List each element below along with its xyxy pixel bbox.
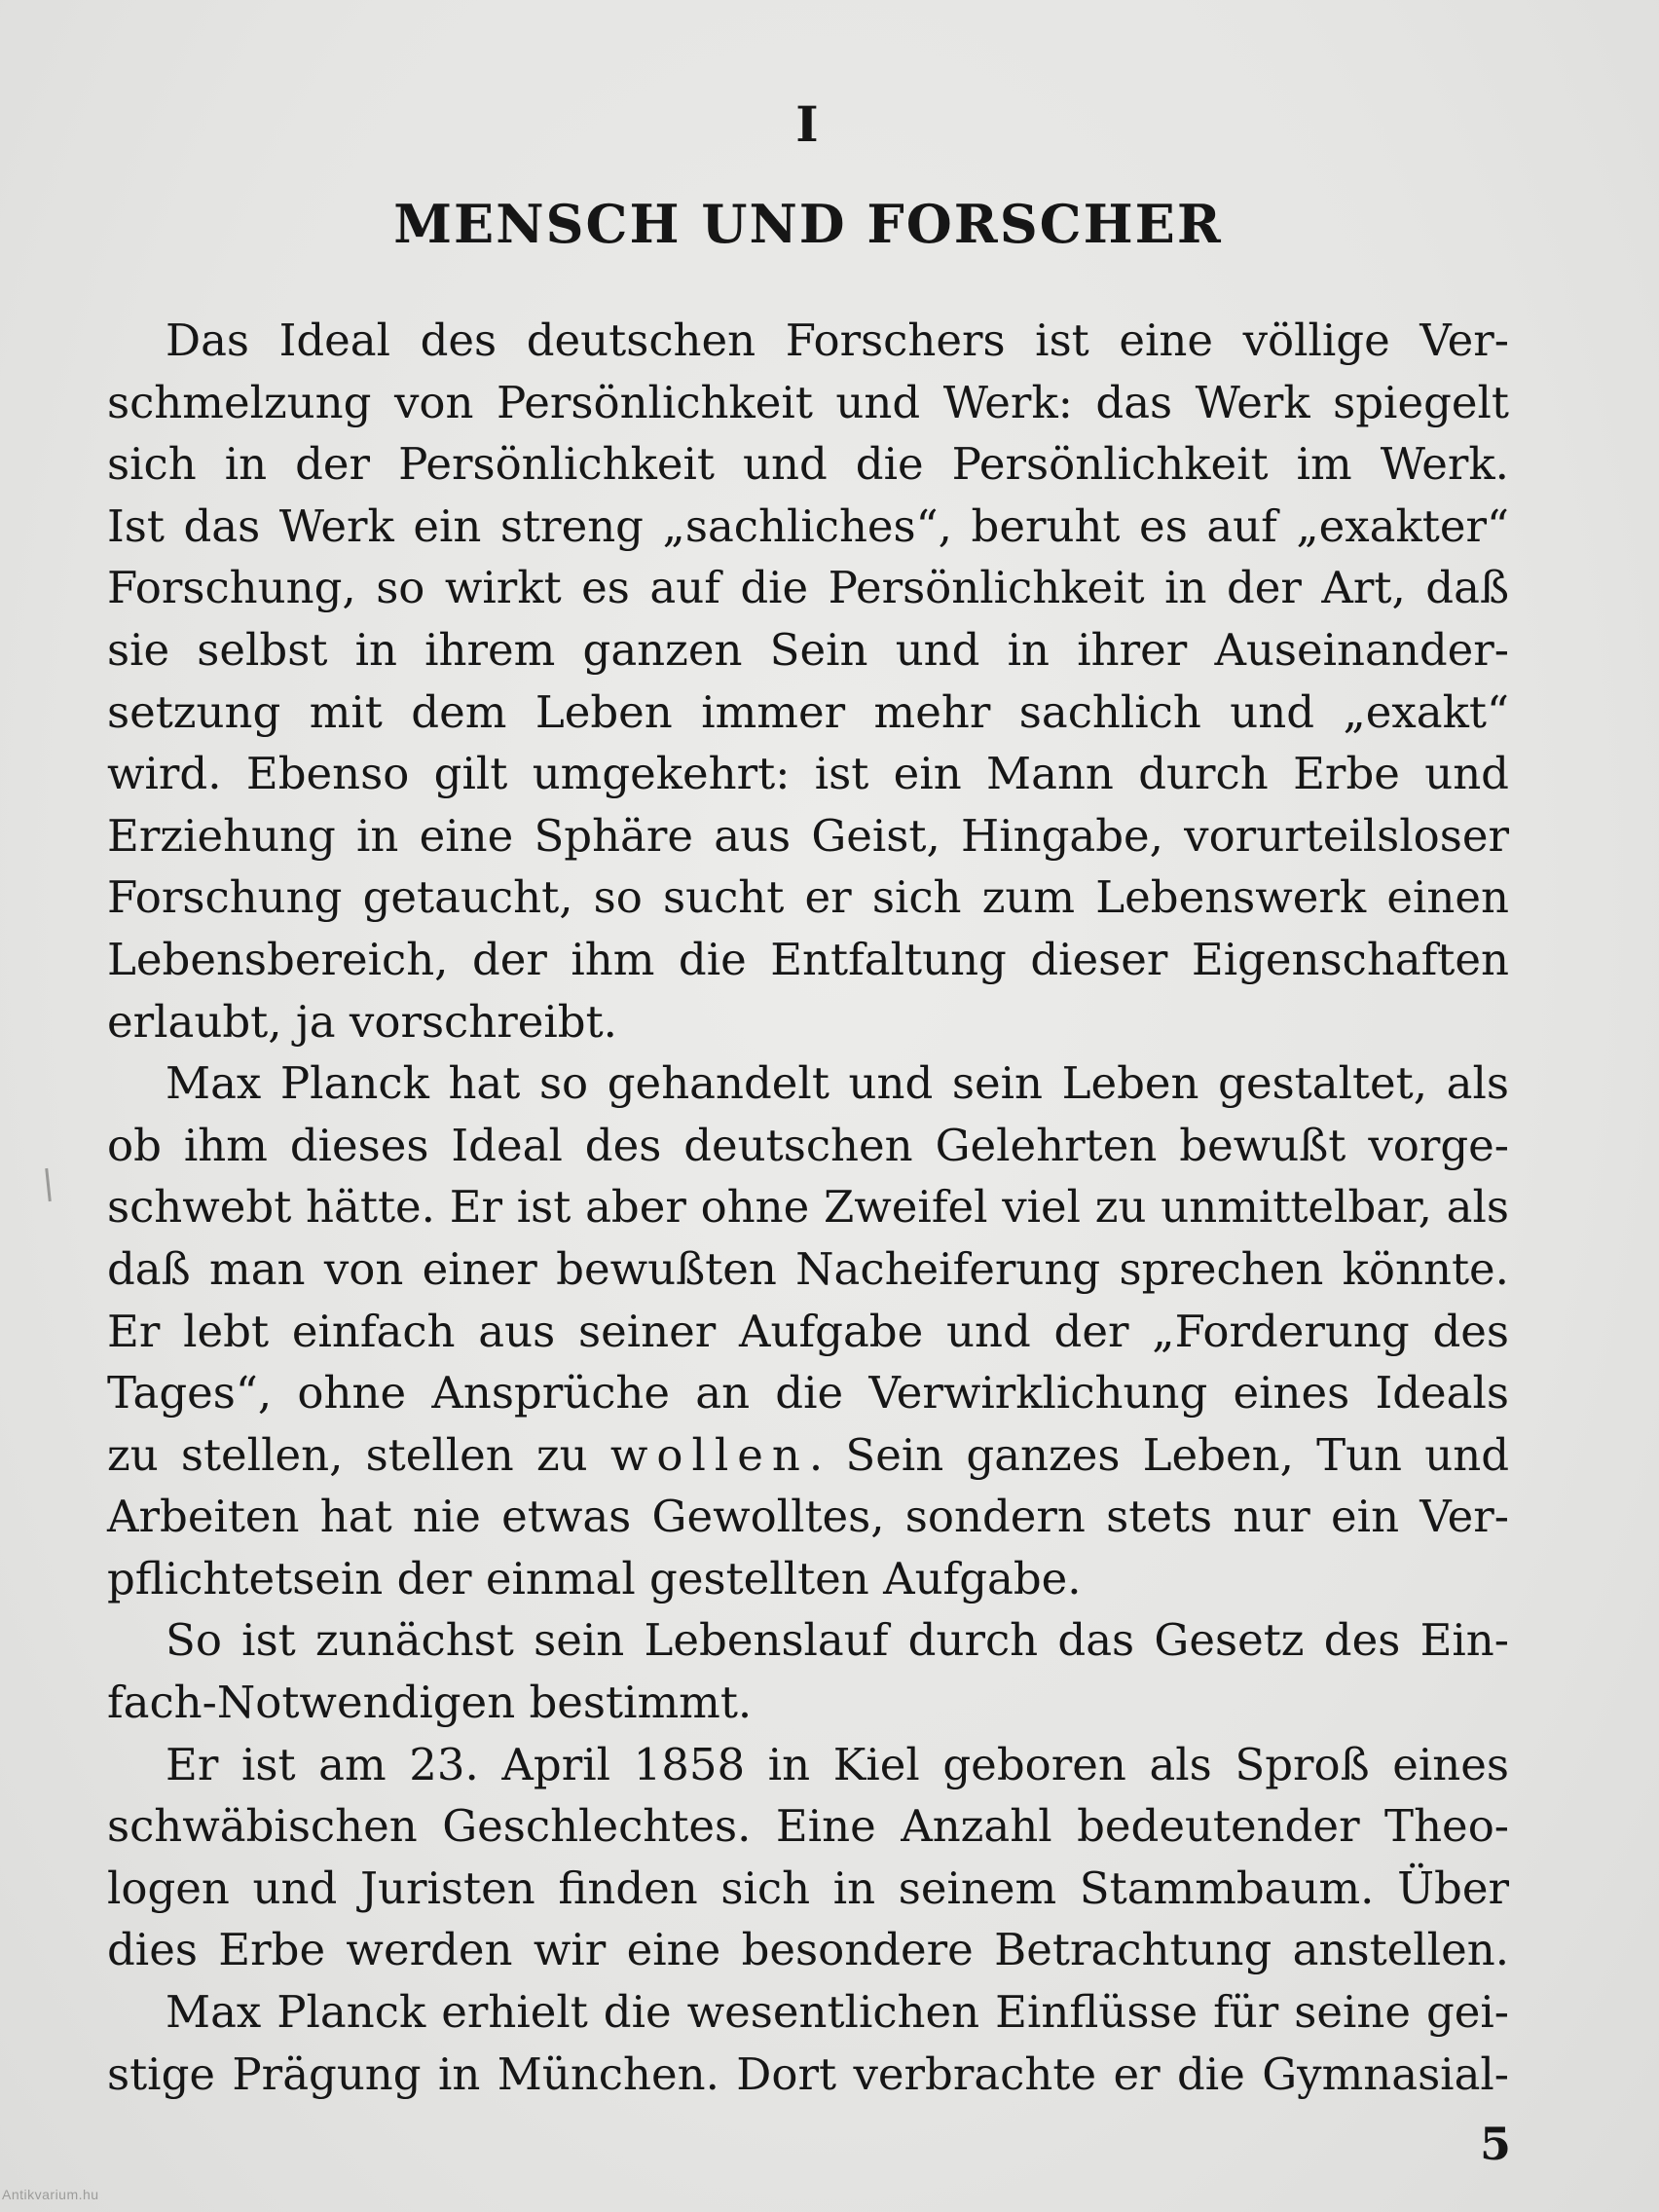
text-line: daß man von einer bewußten Nacheiferung sprechen könnte. (107, 1242, 1509, 1295)
text-line: stige Prägung in München. Dort verbrachte er die Gymnasial- (107, 2047, 1509, 2100)
chapter-title: MENSCH UND FORSCHER (393, 193, 1223, 255)
text-line: sich in der Persönlichkeit und die Persönlichkeit im Werk. (107, 438, 1509, 491)
body-text (107, 310, 1509, 2105)
text-line: ob ihm dieses Ideal des deutschen Gelehrten bewußt vorge- (107, 1119, 1509, 1171)
text-line: schwäbischen Geschlechtes. Eine Anzahl bedeutender Theo- (107, 1800, 1509, 1853)
text-line: setzung mit dem Leben immer mehr sachlich und „exakt“ (107, 685, 1509, 738)
text-line: schwebt hätte. Er ist aber ohne Zweifel viel zu unmittelbar, als (107, 1181, 1509, 1234)
watermark: Antikvarium.hu (2, 2187, 99, 2202)
text-line: dies Erbe werden wir eine besondere Betrachtung anstellen. (107, 1924, 1509, 1976)
text-line: Lebensbereich, der ihm die Entfaltung dieser Eigenschaften (107, 933, 1509, 985)
text-line: Forschung, so wirkt es auf die Persönlichkeit in der Art, daß (107, 562, 1509, 614)
text-segment: . Sein ganzes Leben, Tun und (808, 1428, 1510, 1481)
text-line: Das Ideal des deutschen Forschers ist eine völlige Ver- (166, 314, 1509, 366)
text-line: Tages“, ohne Ansprüche an die Verwirklichung eines Ideals (107, 1367, 1509, 1419)
text-line: logen und Juristen finden sich in seinem Stammbaum. Über (107, 1862, 1509, 1914)
text-line: Er lebt einfach aus seiner Aufgabe und der „Forderung des (107, 1305, 1509, 1357)
text-line: Max Planck hat so gehandelt und sein Leben gestaltet, als (166, 1057, 1509, 1110)
text-line: erlaubt, ja vorschreibt. (107, 995, 617, 1048)
chapter-number: I (795, 95, 821, 153)
page-number: 5 (1479, 2118, 1511, 2170)
text-line: pflichtetsein der einmal gestellten Aufgabe. (107, 1552, 1082, 1604)
text-line: Ist das Werk ein streng „sachliches“, beruht es auf „exakter“ (107, 499, 1509, 552)
text-line-mixed (107, 1424, 1509, 1487)
text-line: Max Planck erhielt die wesentlichen Einflüsse für seine gei- (166, 1986, 1509, 2039)
text-line: schmelzung von Persönlichkeit und Werk: das Werk spiegelt (107, 376, 1509, 428)
text-line: Erziehung in eine Sphäre aus Geist, Hingabe, vorurteilsloser (107, 809, 1509, 862)
text-line: Er ist am 23. April 1858 in Kiel geboren als Sproß eines (166, 1738, 1509, 1790)
text-line: sie selbst in ihrem ganzen Sein und in ihrer Auseinander- (107, 623, 1509, 676)
text-line: wird. Ebenso gilt umgekehrt: ist ein Mann durch Erbe und (107, 748, 1509, 800)
text-line: Forschung getaucht, so sucht er sich zum Lebenswerk einen (107, 871, 1509, 924)
text-segment: zu stellen, stellen zu (107, 1428, 588, 1481)
emphasized-word: wollen (609, 1428, 809, 1481)
text-line: fach-Notwendigen bestimmt. (107, 1677, 753, 1729)
margin-mark (45, 1168, 52, 1201)
text-line: Arbeiten hat nie etwas Gewolltes, sondern stets nur ein Ver- (107, 1491, 1509, 1543)
text-line: So ist zunächst sein Lebenslauf durch das Gesetz des Ein- (166, 1614, 1509, 1667)
